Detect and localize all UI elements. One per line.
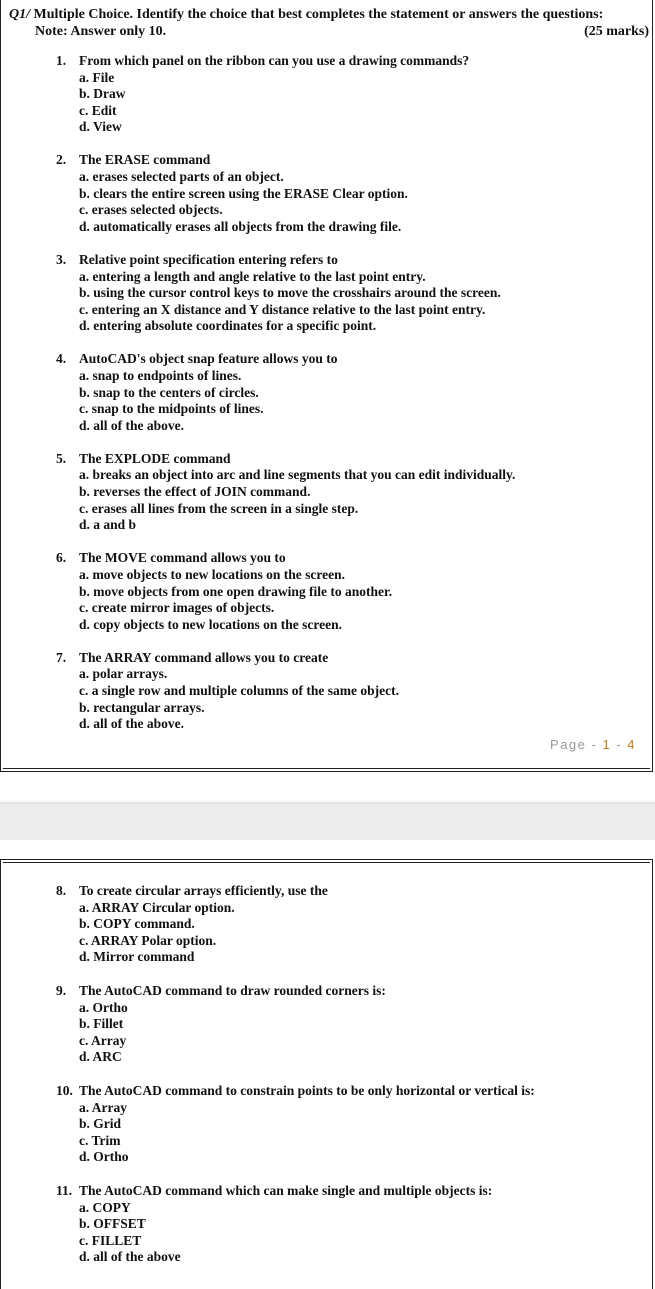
answer-option: a. COPY [79,1199,131,1215]
question-item [56,983,644,1066]
answer-option: a. erases selected parts of an object. [79,169,284,185]
answer-option: c. erases all lines from the screen in a single step. [79,500,359,516]
question-item [56,650,644,733]
answer-option: b. Grid [79,1116,122,1132]
question-number: 5. [56,450,67,466]
answer-option: d. a and b [79,517,137,533]
question-text: The AutoCAD command to constrain points to be only horizontal or vertical is: [79,1082,535,1098]
answer-option: b. using the cursor control keys to move the crosshairs around the screen. [79,285,501,301]
answer-option: a. move objects to new locations on the screen. [79,566,345,582]
question-number: 2. [56,152,67,168]
question-stem [56,252,644,269]
question-number: 6. [56,550,67,566]
answer-option: a. snap to endpoints of lines. [79,368,242,383]
answer-option: b. Draw [79,86,126,102]
answer-option: a. breaks an object into arc and line segments that you can edit individually. [79,467,516,483]
answer-option: c. Trim [79,1132,121,1148]
question-number: 1. [56,53,67,68]
answer-option: a. Array [79,1099,127,1115]
question-item [56,1083,644,1166]
answer-option: c. Array [79,1032,127,1048]
question-text: The ERASE command [79,152,211,168]
question-stem [56,550,644,567]
answer-option: d. all of the above. [79,716,185,732]
answer-option: c. a single row and multiple columns of the same object. [79,683,399,698]
marks-text: (25 marks) [584,24,649,39]
answer-option: d. Ortho [79,1149,129,1165]
question-list-page-1 [56,53,644,749]
answer-option: d. ARC [79,1049,122,1065]
question-text: The AutoCAD command which can make single and multiple objects is: [79,1182,493,1198]
instruction-text: Multiple Choice. Identify the choice that best completes the statement or answers the questions: [33,7,604,22]
question-text: The ARRAY command allows you to create [79,649,329,665]
answer-option: a. polar arrays. [79,666,168,682]
answer-option: c. erases selected objects. [79,202,223,218]
question-list-page-2 [56,883,644,1283]
question-number: 7. [56,649,67,665]
exam-header [9,6,649,40]
question-stem [56,351,644,368]
answer-option: b. clears the entire screen using the ERASE Clear option. [79,185,408,201]
answer-option: d. automatically erases all objects from the drawing file. [79,218,402,234]
question-item [56,152,644,235]
answer-option: b. COPY command. [79,916,195,932]
question-stem [56,1183,644,1200]
question-item [56,1183,644,1266]
question-number: 9. [56,982,67,998]
answer-option: d. copy objects to new locations on the screen. [79,616,342,632]
question-text: AutoCAD's object snap feature allows you to [79,351,338,367]
note-text: Note: Answer only 10. [35,24,167,39]
question-text: Relative point specification entering refers to [79,251,338,267]
answer-option: a. Ortho [79,999,128,1015]
instruction-line [9,6,603,23]
answer-option: a. entering a length and angle relative to the last point entry. [79,268,426,284]
page-label: Page [550,737,587,752]
question-number: 4. [56,351,67,367]
question-item [56,252,644,335]
answer-option: b. OFFSET [79,1216,146,1232]
question-number: 8. [56,883,67,898]
answer-option: b. Fillet [79,1016,124,1032]
question-text: To create circular arrays efficiently, use the [79,883,328,898]
question-text: The EXPLODE command [79,450,231,466]
question-item [56,550,644,633]
question-number: 3. [56,251,67,267]
answer-option: d. all of the above [79,1249,181,1265]
answer-option: b. move objects from one open drawing file to another. [79,583,393,599]
answer-option: c. entering an X distance and Y distance relative to the last point entry. [79,301,486,317]
question-item [56,451,644,534]
question-stem [56,1083,644,1100]
question-stem [56,152,644,169]
question-item [56,53,644,136]
question-number: 11. [56,1182,73,1198]
answer-option: a. ARRAY Circular option. [79,899,235,915]
answer-option: d. Mirror command [79,949,195,965]
answer-option: c. create mirror images of objects. [79,600,275,616]
answer-option: c. snap to the midpoints of lines. [79,401,264,417]
question-stem [56,53,644,70]
question-item [56,883,644,966]
page-number-footer: Page - 1 - 4 [550,737,636,752]
answer-option: d. entering absolute coordinates for a specific point. [79,318,377,334]
answer-option: c. ARRAY Polar option. [79,932,217,948]
answer-option: a. File [79,69,115,85]
question-stem [56,650,644,667]
page-number: 1 [602,737,612,752]
page-total: 4 [627,737,636,752]
question-text: The AutoCAD command to draw rounded corners is: [79,982,386,998]
question-label: Q1/ [9,7,30,22]
answer-option: c. Edit [79,102,117,118]
question-stem [56,883,644,900]
question-text: The MOVE command allows you to [79,550,286,566]
answer-option: b. reverses the effect of JOIN command. [79,484,311,500]
page-gap-band [0,804,655,840]
page-gap [0,772,655,859]
answer-option: b. snap to the centers of circles. [79,384,259,400]
exam-page-2 [0,859,653,1289]
answer-option: d. all of the above. [79,417,185,433]
question-item [56,351,644,434]
question-stem [56,983,644,1000]
answer-option: b. rectangular arrays. [79,699,205,715]
question-text: From which panel on the ribbon can you use a drawing commands? [79,53,470,68]
answer-option: d. View [79,119,122,135]
question-number: 10. [56,1082,73,1098]
answer-option: c. FILLET [79,1232,142,1248]
question-stem [56,451,644,468]
